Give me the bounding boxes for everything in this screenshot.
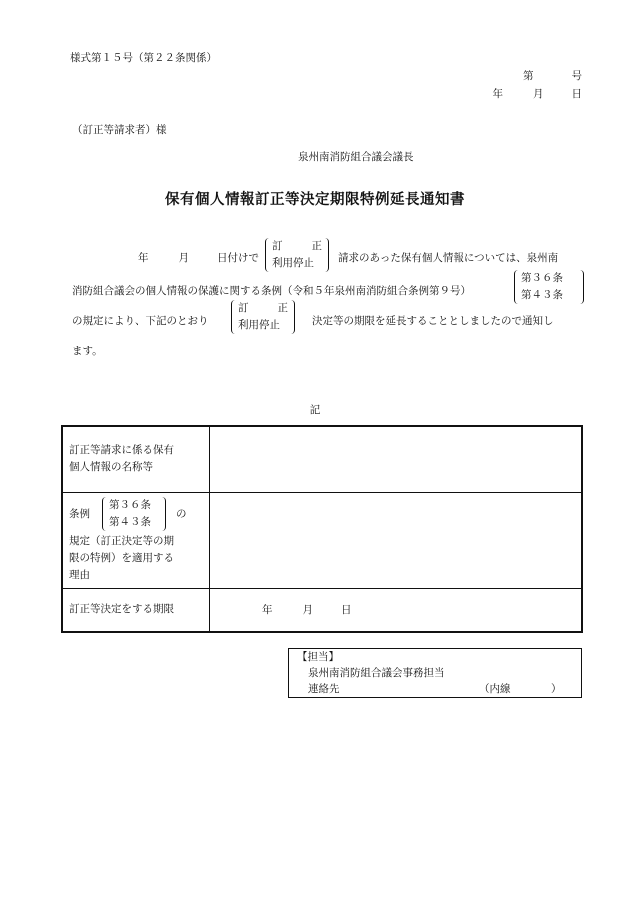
body-line2: 消防組合議会の個人情報の保護に関する条例（令和５年泉州南消防組合条例第９号） (72, 285, 471, 297)
table-row (62, 588, 582, 632)
document-title: 保有個人情報訂正等決定期限特例延長通知書 (165, 191, 465, 208)
row2-label-head (69, 497, 203, 533)
row2-label (62, 492, 210, 588)
date-day: 日 (571, 88, 582, 100)
row2-label-line4: 理由 (69, 568, 90, 581)
doc-no-suffix: 号 (571, 70, 582, 82)
article-bracket-2 (102, 497, 166, 531)
row2-label-line3: 限の特例）を適用する (69, 551, 174, 564)
opt-suspension: 利用停止 (272, 257, 314, 269)
row2-article-43: 第４３条 (109, 515, 151, 528)
opt-correction-b: 正 (311, 240, 322, 252)
body-line1-tail: 請求のあった保有個人情報については、泉州南 (338, 252, 559, 264)
row2-article-36: 第３６条 (109, 498, 151, 511)
opt-correction-b: 正 (277, 302, 288, 314)
body-line1-date (138, 250, 259, 265)
date-year: 年 (492, 88, 503, 100)
contact-department: 泉州南消防組合議会事務担当 (308, 667, 445, 679)
article-36: 第３６条 (521, 272, 563, 284)
opt-correction-a: 訂 (272, 240, 283, 252)
row2-label-prefix: 条例 (69, 507, 90, 520)
contact-box (288, 648, 582, 698)
deadline-month: 月 (302, 604, 313, 617)
deadline-day: 日 (341, 604, 352, 617)
option-bracket-1 (265, 238, 329, 272)
body-line3-tail: 決定等の期限を延長することとしましたので通知し (312, 315, 554, 327)
article-bracket-1 (514, 270, 584, 304)
row2-label-no: の (176, 507, 187, 520)
body-line4: ます。 (72, 345, 103, 357)
date-month: 月 (533, 88, 544, 100)
option-bracket-2 (231, 300, 295, 334)
table-row (62, 426, 582, 492)
opt-correction-a: 訂 (238, 302, 249, 314)
info-table (61, 425, 583, 633)
deadline-year: 年 (262, 604, 273, 617)
document-number (523, 68, 582, 83)
row1-label (62, 426, 210, 492)
row3-value[interactable] (210, 588, 583, 632)
row3-label: 訂正等決定をする期限 (62, 588, 210, 632)
row1-value[interactable] (210, 426, 583, 492)
extension-open: （内線 (479, 683, 511, 695)
row1-label-line2: 個人情報の名称等 (69, 461, 153, 474)
body-month: 月 (178, 252, 189, 264)
article-43: 第４３条 (521, 289, 563, 301)
table-row (62, 492, 582, 588)
doc-no-prefix: 第 (523, 70, 534, 82)
contact-line (289, 681, 581, 697)
opt-suspension: 利用停止 (238, 319, 280, 331)
issue-date (493, 86, 583, 101)
body-line3-head: の規定により、下記のとおり (72, 315, 209, 327)
extension-close: ） (551, 683, 562, 695)
sender: 泉州南消防組合議会議長 (298, 151, 414, 163)
contact-heading: 【担当】 (297, 651, 339, 663)
form-number: 様式第１５号（第２２条関係） (70, 52, 217, 64)
body-day-suffix: 日付けで (217, 252, 259, 264)
row2-value[interactable] (210, 492, 583, 588)
row2-label-line2: 規定（訂正決定等の期 (69, 534, 174, 547)
body-year: 年 (138, 252, 149, 264)
record-label: 記 (309, 404, 321, 416)
contact-label: 連絡先 (308, 683, 340, 695)
row1-label-line1: 訂正等請求に係る保有 (69, 444, 174, 457)
addressee: （訂正等請求者）様 (72, 124, 167, 136)
